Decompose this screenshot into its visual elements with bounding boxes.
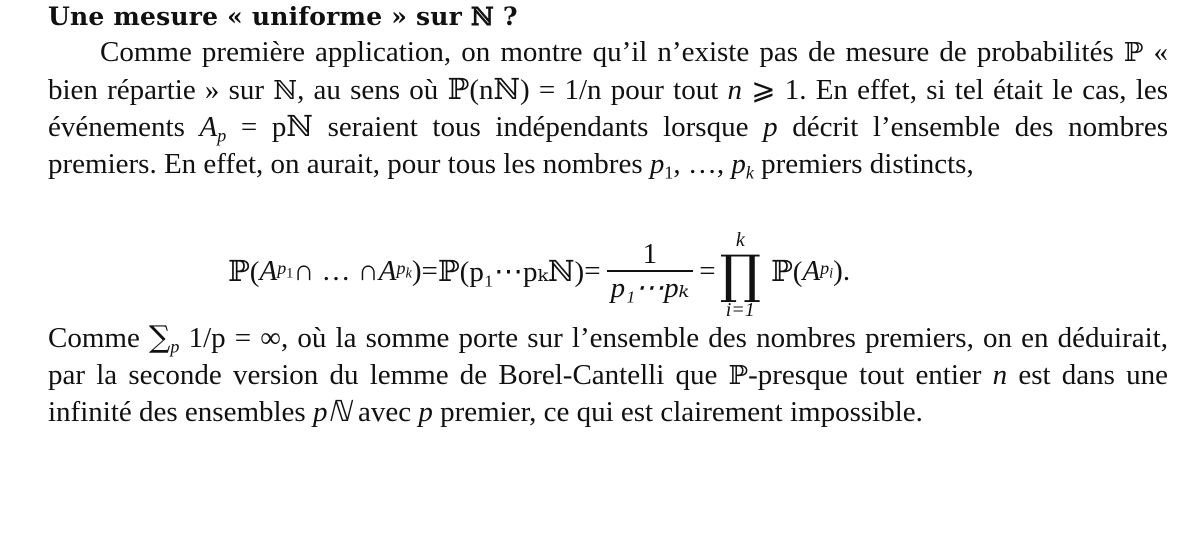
eq-frac-numerator: 1 <box>642 238 658 270</box>
math-inline-pN: pℕ <box>312 396 351 428</box>
text-run: premier, ce qui est clairement impossible. <box>432 396 923 428</box>
eq-rhs-A: A <box>802 254 821 287</box>
eq-product-operator <box>720 230 761 320</box>
math-sum-symbol: ∑ <box>149 320 171 355</box>
text-run: décrit l’ensemble des nombres premiers. En effet, on aurait, pour tous les nombres <box>48 111 1168 180</box>
eq-equals-1: = <box>421 254 438 287</box>
text-run: est dans une infinité des ensembles <box>48 358 1168 428</box>
eq-cap: ∩ … ∩ <box>293 254 379 287</box>
math-var-p: p <box>418 396 433 428</box>
math-var-pk: p <box>731 147 746 180</box>
math-var-n: n <box>727 73 742 106</box>
math-inline-event: = pℕ <box>226 111 313 143</box>
eq-prod-lower: i=1 <box>725 299 755 321</box>
eq-A1-sub <box>277 258 294 282</box>
equation-row <box>228 226 851 321</box>
math-subscript-k: k <box>745 161 754 182</box>
eq-lhs-close: ) <box>411 254 422 287</box>
eq-sk: k <box>405 265 412 282</box>
eq-rhs-i: i <box>829 265 834 282</box>
text-run: seraient tous indépendants lorsque <box>312 111 764 143</box>
text-run: « bien répartie » sur <box>48 36 1168 106</box>
eq-prod-upper: k <box>735 229 745 251</box>
text-run: . En effet, si tel était le cas, les événements <box>48 73 1168 143</box>
math-subscript-1: 1 <box>664 161 674 182</box>
eq-s1: 1 <box>286 265 294 282</box>
math-inline-geq: ⩾ 1 <box>741 73 800 106</box>
paragraph-intro <box>48 34 1168 182</box>
eq-prod-symbol: ∏ <box>719 245 761 305</box>
math-var-p1: p <box>649 147 665 180</box>
text-run: , au sens où <box>297 73 448 106</box>
math-sum-sub: p <box>170 336 180 357</box>
text-run: , où la somme porte sur l’ensemble des nombres premiers, on en déduirait, par la seconde version du lemme de Borel-Cantelli que <box>48 322 1168 391</box>
eq-pk: p <box>396 258 406 279</box>
text-run: pour tout <box>601 73 728 106</box>
eq-p1: p <box>277 258 287 279</box>
text-run: Comme première application, on montre qu’il n’existe pas de mesure de probabilités <box>100 36 1124 68</box>
math-symbol-P: ℙ <box>1123 38 1144 68</box>
display-equation <box>48 188 1168 321</box>
paragraph-conclusion <box>48 320 1168 431</box>
math-var-A: A <box>199 111 218 143</box>
math-subscript-p: p <box>217 125 227 146</box>
text-run: avec <box>350 396 419 428</box>
eq-equals-2: = <box>584 254 601 287</box>
eq-equals-3: = <box>699 254 716 287</box>
math-symbol-P: ℙ <box>728 360 749 391</box>
document-page <box>48 2 1168 431</box>
eq-rhs-open: ℙ( <box>770 255 803 288</box>
eq-lhs-open: ℙ( <box>228 255 260 288</box>
math-var-n: n <box>992 358 1008 391</box>
math-inline-measure: ℙ(nℕ) = 1/n <box>447 73 602 106</box>
eq-middle-term: ℙ(p₁⋯pₖℕ) <box>437 255 585 288</box>
text-run: premiers distincts, <box>753 147 974 180</box>
eq-rhs-sub <box>820 258 834 282</box>
section-heading: Une mesure « uniforme » sur ℕ ? <box>48 2 518 31</box>
eq-A1: A <box>259 254 278 287</box>
math-symbol-N: ℕ <box>273 75 298 106</box>
eq-frac-denominator: p₁⋯pₖ <box>610 272 690 304</box>
eq-Ak: A <box>378 254 397 287</box>
math-inline-series: 1/p = ∞ <box>179 322 281 354</box>
eq-Ak-sub <box>396 258 412 282</box>
text-run: -presque tout entier <box>748 358 993 391</box>
text-run: Comme <box>48 322 149 354</box>
eq-fraction <box>607 238 694 304</box>
text-run: , …, <box>673 147 732 180</box>
math-var-p: p <box>763 111 778 143</box>
eq-rhs-p: p <box>820 258 830 279</box>
eq-rhs-close: ). <box>833 254 851 287</box>
